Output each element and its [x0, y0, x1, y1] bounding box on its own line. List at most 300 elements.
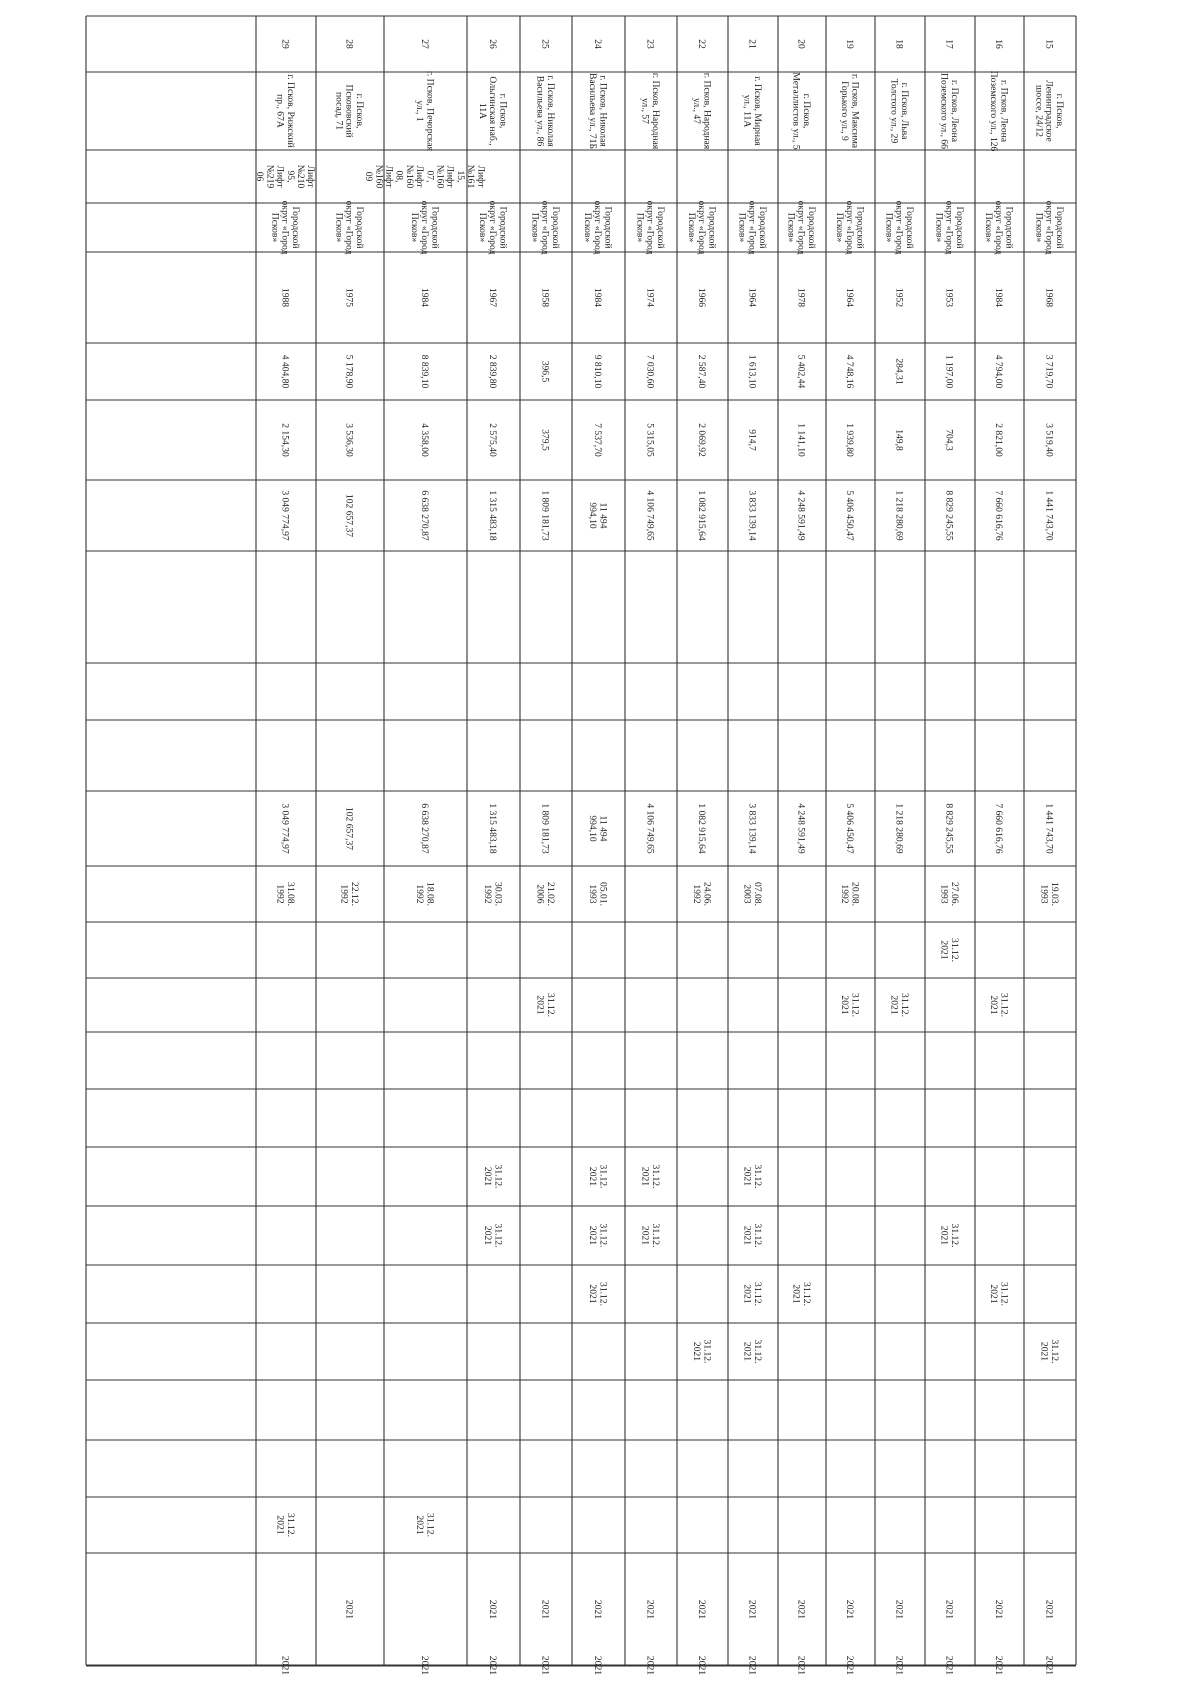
cell-y2	[540, 1656, 551, 1675]
cell-line: 15,	[454, 170, 466, 183]
cell-owner	[1034, 201, 1065, 255]
cell-line: 2021	[993, 1655, 1005, 1676]
cell-line: округ «Город	[419, 200, 431, 255]
cell-cost	[419, 490, 430, 541]
cell-line: 2021	[279, 1655, 291, 1676]
cell-line: 31.12.	[998, 1282, 1010, 1306]
cell-line: 5 315,05	[644, 423, 656, 457]
cell-line: Псков»	[634, 212, 646, 243]
cell-line: 4 404,80	[279, 354, 291, 389]
cell-line: Псков»	[333, 212, 345, 243]
cell-year	[540, 288, 551, 307]
cell-d6	[587, 1165, 608, 1189]
cell-line: 15	[1043, 39, 1055, 49]
cell-line: 2021	[839, 995, 851, 1015]
cell-line: округ «Город	[696, 200, 708, 255]
cell-year	[419, 288, 430, 307]
cell-line: Псков»	[269, 212, 281, 243]
cell-line: 3 049 774,97	[279, 490, 291, 541]
cell-line: 994,10	[587, 502, 599, 529]
cell-line: 2 821,00	[993, 423, 1005, 457]
cell-d2	[939, 938, 960, 962]
cell-lift	[363, 165, 486, 189]
cell-line: Псков»	[736, 212, 748, 243]
cell-d3	[839, 993, 860, 1017]
cell-line: 3 049 774,97	[279, 803, 291, 854]
cell-area	[419, 355, 430, 389]
cell-line: 31.12.	[492, 1223, 504, 1248]
cell-cost	[894, 490, 905, 541]
cell-line: округ «Город	[644, 200, 656, 255]
cell-line: 1967	[487, 287, 499, 308]
cell-line: 25	[539, 39, 551, 49]
cell-line: Городской	[353, 206, 365, 249]
cell-line: 2021	[487, 1599, 499, 1620]
cell-line: шоссе, 24/12	[1033, 85, 1045, 137]
cell-line: 07.08.	[751, 882, 763, 906]
cell-line: Псков»	[1033, 212, 1045, 243]
cell-cost	[280, 490, 291, 541]
cell-line: 2021	[592, 1599, 604, 1620]
cell-address	[477, 76, 508, 145]
cell-line: 284,31	[893, 358, 905, 385]
cell-line: 2021	[644, 1599, 656, 1620]
cell-line: 914,7	[746, 429, 758, 451]
cell-d6	[640, 1165, 661, 1189]
cell-line: 31.12.	[998, 993, 1010, 1017]
cell-address	[691, 73, 712, 150]
cell-line: 2021	[639, 1225, 651, 1246]
cell-year	[645, 288, 656, 307]
cell-area	[280, 355, 291, 389]
row-number	[696, 39, 707, 49]
cell-line: округ «Город	[943, 200, 955, 255]
cell-total	[844, 803, 855, 854]
cell-y1	[796, 1600, 807, 1619]
cell-y2	[645, 1656, 656, 1675]
cell-d3	[988, 993, 1009, 1017]
cell-d12	[275, 1513, 296, 1537]
cell-line: Псков»	[834, 212, 845, 243]
cell-line: 1958	[539, 287, 551, 308]
cell-living	[894, 429, 905, 451]
cell-y1	[645, 1600, 656, 1619]
cell-line: округ «Город	[279, 200, 291, 255]
cell-line: 8 829 245,55	[943, 490, 955, 541]
cell-line: Псков»	[477, 212, 488, 243]
cell-line: 3 833 139,14	[746, 803, 758, 854]
cell-y2	[280, 1656, 291, 1675]
cell-y1	[344, 1600, 355, 1619]
cell-line: округ «Город	[487, 200, 499, 255]
cell-d12	[414, 1513, 435, 1537]
cell-line: 95,	[284, 170, 296, 183]
cell-line: 1 082 915,64	[696, 803, 708, 854]
cell-line: 31.12.	[544, 993, 556, 1017]
cell-total	[944, 803, 955, 854]
cell-line: Лифт	[383, 165, 395, 188]
cell-line: 2021	[487, 1655, 499, 1676]
cell-cost	[696, 490, 707, 541]
cell-line: 31.12.	[751, 1339, 763, 1364]
cell-cost	[540, 490, 551, 541]
cell-area	[993, 355, 1004, 389]
cell-line: 31.12.	[1048, 1339, 1060, 1364]
cell-line: Лифт	[274, 165, 286, 188]
cell-line: 31.12.	[649, 1223, 661, 1248]
cell-line: 20	[795, 39, 807, 49]
cell-d6	[742, 1165, 763, 1189]
cell-line: ул., 47	[691, 98, 703, 124]
cell-owner	[737, 201, 768, 255]
cell-line: 4 358,00	[419, 423, 431, 457]
cell-line: 5 402,44	[795, 354, 807, 389]
cell-y2	[1044, 1656, 1055, 1675]
cell-line: 6 638 270,87	[419, 490, 431, 541]
cell-line: 1975	[343, 287, 355, 308]
cell-cost	[344, 494, 355, 537]
cell-line: 19.03.	[1048, 882, 1060, 906]
cell-cost	[645, 490, 656, 541]
cell-d3	[889, 993, 910, 1017]
cell-line: 1 197,00	[943, 354, 955, 389]
cell-address	[939, 73, 960, 149]
row-number	[487, 39, 498, 49]
cell-line: г. Псков, Леона	[948, 79, 960, 143]
cell-line: 22.12.	[348, 882, 360, 906]
cell-line: 1984	[592, 287, 604, 308]
cell-line: г. Псков, Народная	[649, 72, 661, 150]
cell-address	[414, 71, 435, 152]
cell-line: 31.12.	[597, 1282, 609, 1306]
cell-living	[280, 423, 291, 457]
row-number	[645, 39, 656, 49]
cell-line: 7 660 616,76	[993, 803, 1005, 854]
cell-line: 1 441 743,70	[1043, 490, 1055, 541]
cell-line: г. Псков, Леона	[998, 79, 1010, 143]
cell-line: Городской	[1053, 206, 1065, 249]
cell-line: 31.12.	[597, 1223, 609, 1248]
cell-y2	[796, 1656, 807, 1675]
cell-line: 2021	[844, 1655, 856, 1676]
cell-year	[1044, 288, 1055, 307]
cell-line: 1 613,10	[746, 354, 758, 389]
cell-living	[344, 423, 355, 457]
cell-line: 2021	[893, 1655, 905, 1676]
cell-line: 7 660 616,76	[993, 490, 1005, 541]
cell-line: Псков»	[785, 212, 797, 243]
cell-owner	[334, 201, 365, 255]
cell-cost	[487, 490, 498, 541]
cell-line: 31.12.	[898, 993, 910, 1017]
cell-line: 2021	[1038, 1341, 1050, 1362]
cell-line: Городской	[953, 206, 965, 249]
cell-line: Псков»	[409, 212, 420, 243]
cell-line: г. Псков, Мирная	[751, 76, 763, 146]
cell-line: 26	[487, 39, 499, 49]
cell-line: 2 587,40	[696, 354, 708, 389]
cell-line: 2021	[1043, 1655, 1055, 1676]
cell-line: Городской	[654, 206, 666, 249]
cell-line: 20.08.	[849, 882, 861, 906]
cell-line: 2021	[534, 995, 546, 1015]
cell-line: 2021	[938, 940, 950, 960]
cell-line: 4 106 749,65	[644, 490, 656, 541]
cell-line: г. Псков, Печорская	[424, 71, 436, 151]
cell-line: 1 809 181,73	[539, 803, 551, 854]
cell-living	[844, 423, 855, 457]
cell-y1	[894, 1600, 905, 1619]
cell-line: 2021	[741, 1166, 753, 1187]
cell-line: 2021	[539, 1655, 551, 1676]
cell-line: 07,	[424, 170, 436, 183]
cell-d8	[988, 1282, 1009, 1306]
cell-line: округ «Город	[539, 200, 551, 255]
cell-line: 1968	[1043, 287, 1055, 308]
cell-line: 2021	[741, 1225, 753, 1246]
cell-line: округ «Город	[844, 200, 856, 255]
cell-line: 1 218 280,69	[893, 803, 905, 854]
cell-y1	[592, 1600, 603, 1619]
cell-line: 21	[746, 39, 758, 49]
cell-living	[419, 423, 430, 457]
cell-line: 1 082 915,64	[696, 490, 708, 541]
cell-line: №210	[295, 164, 306, 189]
cell-line: 3 833 139,14	[746, 490, 758, 541]
row-number	[540, 39, 551, 49]
cell-line: 2021	[644, 1655, 656, 1676]
cell-line: Толстого ул., 29	[888, 78, 900, 144]
cell-y2	[844, 1656, 855, 1675]
cell-d9	[742, 1340, 763, 1364]
cell-line: Городской	[497, 206, 509, 249]
cell-line: 8 839,10	[419, 354, 431, 389]
cell-line: Псков»	[582, 212, 593, 243]
cell-total	[587, 815, 608, 842]
cell-area	[796, 355, 807, 389]
cell-line: 1992	[414, 884, 426, 904]
row-number	[993, 39, 1004, 49]
cell-owner	[270, 201, 301, 255]
cell-line: 11 494	[597, 815, 609, 842]
cell-d6	[482, 1165, 503, 1189]
cell-line: г. Псков, Максима	[849, 74, 861, 148]
cell-d9	[691, 1340, 712, 1364]
cell-line: 704,3	[943, 429, 955, 451]
cell-line: 2003	[741, 884, 753, 904]
cell-line: 1993	[938, 884, 950, 904]
cell-y1	[944, 1600, 955, 1619]
cell-line: Городской	[756, 206, 768, 249]
cell-line: 31.08.	[284, 882, 296, 906]
cell-total	[1044, 803, 1055, 854]
cell-line: 2021	[696, 1599, 708, 1620]
cell-line: 1 315 483,18	[487, 490, 499, 541]
cell-area	[540, 361, 551, 383]
cell-line: 08,	[393, 170, 405, 183]
cell-line: 2021	[482, 1166, 494, 1187]
cell-owner	[635, 201, 666, 255]
cell-d1	[839, 882, 860, 906]
cell-line: 102 657,37	[343, 493, 355, 538]
cell-total	[344, 807, 355, 850]
cell-living	[645, 423, 656, 457]
cell-d7	[482, 1224, 503, 1248]
cell-line: 1992	[482, 884, 494, 904]
cell-total	[645, 803, 656, 854]
cell-line: 1993	[587, 884, 599, 904]
cell-area	[894, 358, 905, 385]
cell-line: Городской	[903, 206, 915, 249]
cell-line: 1 441 743,70	[1043, 803, 1055, 854]
cell-line: 2 575,40	[487, 423, 499, 457]
cell-line: 2021	[844, 1599, 856, 1620]
row-number	[894, 39, 905, 49]
cell-line: 2 839,80	[487, 354, 499, 389]
cell-line: ул., 11А	[741, 94, 753, 128]
cell-line: 2021	[988, 1284, 1000, 1304]
cell-area	[1044, 355, 1055, 389]
cell-y1	[844, 1600, 855, 1619]
cell-line: 2021	[587, 1166, 599, 1187]
cell-line: 4 106 749,65	[644, 803, 656, 854]
cell-area	[747, 355, 758, 389]
cell-line: Лифт	[475, 165, 487, 188]
cell-y2	[993, 1656, 1004, 1675]
cell-line: 4 248 591,49	[795, 490, 807, 541]
cell-line: 1 141,10	[795, 423, 807, 457]
cell-line: 2021	[795, 1655, 807, 1676]
cell-line: 2021	[893, 1599, 905, 1620]
cell-cost	[796, 490, 807, 541]
cell-lift	[254, 165, 316, 189]
cell-line: 5 406 450,47	[844, 490, 856, 541]
cell-year	[796, 288, 807, 307]
cell-line: ул., 1	[414, 100, 426, 122]
cell-line: 1992	[691, 884, 703, 904]
cell-line: 1974	[644, 287, 656, 308]
cell-line: 2021	[587, 1225, 599, 1246]
cell-d1	[339, 882, 360, 906]
cell-line: Псков»	[983, 212, 994, 243]
row-number	[844, 39, 855, 49]
cell-living	[796, 423, 807, 457]
cell-cost	[587, 502, 608, 529]
cell-total	[419, 803, 430, 854]
cell-line: г. Псков,	[1053, 93, 1065, 129]
cell-line: 31.12.	[492, 1164, 504, 1189]
cell-line: г. Псков, Народная	[701, 72, 713, 150]
cell-line: 24	[592, 39, 604, 49]
row-number	[747, 39, 758, 49]
cell-d1	[275, 882, 296, 906]
cell-line: 102 657,37	[343, 806, 355, 851]
cell-line: 2021	[746, 1655, 758, 1676]
cell-line: 21.02.	[544, 882, 556, 906]
cell-y1	[747, 1600, 758, 1619]
cell-line: Городской	[854, 206, 866, 249]
cell-living	[747, 429, 758, 451]
cell-line: 2021	[1043, 1599, 1055, 1620]
cell-living	[993, 423, 1004, 457]
cell-line: 31.12.	[800, 1282, 812, 1306]
cell-cost	[844, 490, 855, 541]
cell-line: 3 536,30	[343, 423, 355, 457]
cell-line: 3 719,70	[1043, 354, 1055, 389]
cell-owner	[530, 201, 561, 255]
cell-year	[844, 288, 855, 307]
cell-year	[993, 288, 1004, 307]
cell-line: Псков»	[883, 212, 895, 243]
cell-total	[696, 803, 707, 854]
cell-line: 31.12.	[849, 993, 861, 1017]
cell-line: 2021	[696, 1655, 708, 1676]
cell-line: г. Псков,	[353, 93, 365, 129]
cell-owner	[686, 201, 717, 255]
cell-line: 2021	[539, 1599, 551, 1620]
cell-address	[334, 84, 365, 137]
cell-line: 4 794,00	[993, 354, 1005, 389]
cell-line: 31.12.	[701, 1339, 713, 1364]
cell-line: 3 519,40	[1043, 423, 1055, 457]
cell-line: 31.12.	[597, 1164, 609, 1189]
cell-line: 1952	[893, 287, 905, 308]
cell-line: 1992	[839, 884, 851, 904]
cell-owner	[983, 201, 1014, 255]
cell-line: 1 939,80	[844, 423, 856, 457]
cell-d7	[742, 1224, 763, 1248]
cell-d9	[1039, 1340, 1060, 1364]
cell-line: 9 810,10	[592, 354, 604, 389]
cell-line: 18.08.	[424, 882, 436, 906]
cell-y2	[419, 1656, 430, 1675]
table-cells	[254, 39, 1065, 1675]
cell-line: 994,10	[587, 815, 599, 842]
cell-line: 2021	[482, 1225, 494, 1246]
cell-line: 7 030,60	[644, 354, 656, 389]
cell-d1	[691, 882, 712, 906]
cell-line: 2021	[741, 1341, 753, 1362]
cell-line: 2021	[343, 1599, 355, 1620]
cell-line: округ «Город	[993, 200, 1005, 255]
cell-line: 31.12.	[948, 1223, 960, 1248]
cell-address	[640, 73, 661, 150]
cell-d1	[742, 882, 763, 906]
cell-line: №161	[465, 164, 477, 189]
cell-line: 31.12.	[751, 1282, 763, 1306]
cell-line: 149,8	[893, 429, 905, 451]
cell-line: 1 809 181,73	[539, 490, 551, 541]
cell-line: 6 638 270,87	[419, 803, 431, 854]
cell-d8	[587, 1282, 608, 1306]
cell-y2	[487, 1656, 498, 1675]
cell-y2	[944, 1656, 955, 1675]
cell-line: Городской	[549, 206, 561, 249]
cell-line: 2021	[988, 995, 1000, 1015]
cell-line: Городской	[289, 206, 301, 249]
cell-line: 24.06.	[701, 882, 713, 906]
cell-line: округ «Город	[592, 200, 604, 255]
cell-line: 11 494	[597, 502, 609, 529]
cell-d7	[587, 1224, 608, 1248]
cell-line: Псков»	[933, 212, 945, 243]
cell-line: 23	[644, 39, 656, 49]
cell-line: Васильева ул., 86	[534, 75, 546, 147]
cell-line: округ «Город	[893, 200, 905, 255]
cell-line: 19	[844, 39, 856, 49]
cell-living	[944, 429, 955, 451]
cell-living	[592, 423, 603, 457]
